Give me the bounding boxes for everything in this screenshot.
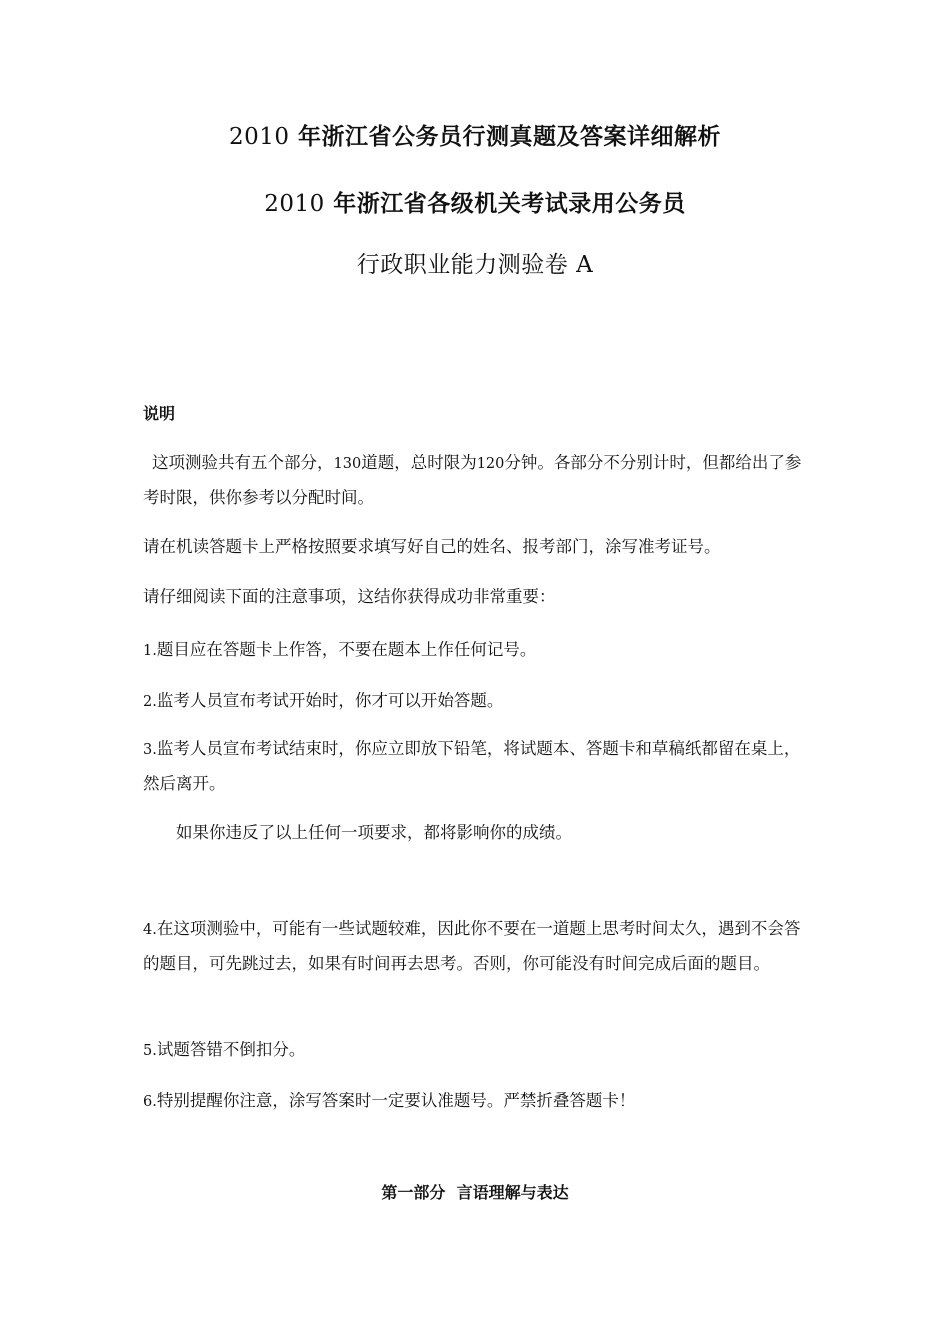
title-text: 年浙江省公务员行测真题及答案详细解析 xyxy=(298,124,722,150)
exam-subtitle-text: 行政职业能力测验卷 xyxy=(356,252,569,278)
list-item-number: 4. xyxy=(143,922,157,938)
intro-text-b: 道题，总时限为 xyxy=(361,453,477,472)
title-year: 2010 xyxy=(228,124,290,150)
exam-title xyxy=(0,185,950,218)
instructions-heading: 说明 xyxy=(143,404,176,423)
list-item xyxy=(143,684,813,719)
exam-title-year: 2010 xyxy=(264,191,325,217)
list-item-text: 特别提醒你注意，涂写答案时一定要认准题号。严禁折叠答题卡！ xyxy=(156,1091,636,1110)
warning-text: 如果你违反了以上任何一项要求，都将影响你的成绩。 xyxy=(176,823,572,842)
exam-subtitle xyxy=(0,246,950,279)
list-item-number: 1. xyxy=(143,643,157,659)
list-item xyxy=(143,1084,813,1119)
intro-text-c: 分钟。各部分不分别计时，但都给出了参考时限，供你参考以分配时间。 xyxy=(143,453,802,507)
question-count: 130 xyxy=(333,456,362,472)
list-item-text: 在这项测验中，可能有一些试题较难，因此你不要在一道题上思考时间太久，遇到不会答的题目，可先跳过去，如果有时间再去思考。否则，你可能没有时间完成后面的题目。 xyxy=(143,919,801,973)
list-item-text: 题目应在答题卡上作答，不要在题本上作任何记号。 xyxy=(156,640,537,659)
list-item-number: 5. xyxy=(143,1043,157,1059)
intro-text-a: 这项测验共有五个部分， xyxy=(152,453,334,472)
list-item xyxy=(143,1033,813,1068)
instruction-notice: 请仔细阅读下面的注意事项，这结你获得成功非常重要： xyxy=(143,587,556,606)
section-title: 第一部分 言语理解与表达 xyxy=(381,1183,569,1202)
document-title xyxy=(0,118,950,151)
time-limit: 120 xyxy=(476,456,505,472)
intro-paragraph xyxy=(143,446,813,515)
list-item-number: 3. xyxy=(143,742,157,758)
instruction-answer-card: 请在机读答题卡上严格按照要求填写好自己的姓名、报考部门，涂写准考证号。 xyxy=(143,537,721,556)
exam-subtitle-suffix: A xyxy=(576,252,594,278)
list-item-text: 试题答错不倒扣分。 xyxy=(156,1040,306,1059)
list-item xyxy=(143,633,813,668)
list-item-text: 监考人员宣布考试结束时，你应立即放下铅笔，将试题本、答题卡和草稿纸都留在桌上，然后离开。 xyxy=(143,739,801,793)
list-item-number: 6. xyxy=(143,1094,157,1110)
list-item xyxy=(143,732,813,801)
list-item xyxy=(143,912,813,981)
exam-title-text: 年浙江省各级机关考试录用公务员 xyxy=(333,191,686,217)
list-item-number: 2. xyxy=(143,694,157,710)
list-item-text: 监考人员宣布考试开始时，你才可以开始答题。 xyxy=(156,691,504,710)
